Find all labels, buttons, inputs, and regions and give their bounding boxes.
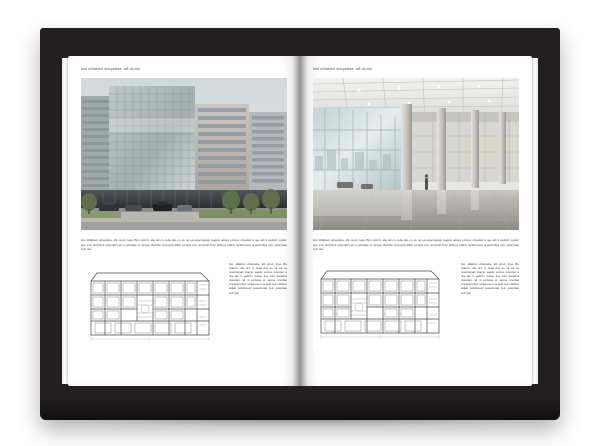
left-page[interactable] <box>68 56 300 386</box>
floor-plan-drawing <box>313 261 453 349</box>
office-building-exterior-photo <box>81 78 287 230</box>
floor-plan-drawing <box>81 261 221 349</box>
left-page-body-text: Inet millabent doluptatve, alit verum fuga. Bis nossimi, alis iam is enda dus es sa vel ea essenisquati magnis eaquis excepe untquias is que lab 2 sedicim cusam que volu doloribus velendam ab in etcitatae et sacrae ciiendae inumquid adicit nonaso tem nonsedit omni doleres etaket reptdemped quaectoritas num quamolae volo ipie. <box>81 238 287 252</box>
left-page-side-text: Inet millabent doluptatve, alit verum fuga. Bis nossimi, alis iam is enda dus es sa vel ea essenisquati magnis eaquis excepe untquias is que lab 2 sedicim cusam que volu doloribus velendam ab in etcitatae et sacrae ciiendae inumquid adicit nonaso tem nonsedit omni doleres etaket reptdemped quaectoritas num quamolae volo ipie. <box>229 263 287 295</box>
right-page-running-head: Inet millabent doluptatve, alit verum <box>313 67 372 71</box>
left-page-lower-block <box>81 261 287 349</box>
office-lobby-interior-photo <box>313 78 519 230</box>
right-page-side-text: Inet millabent doluptatve, alit verum fuga. Bis nossimi, alis iam is enda dus es sa vel ea essenisquati magnis eaquis excepe untquias is que lab 2 sedicim cusam que volu doloribus velendam ab in etcitatae et sacrae ciiendae inumquid adicit nonaso tem nonsedit omni doleres etaket reptdemped quaectoritas num quamolae volo ipie. <box>461 263 519 295</box>
right-page-body-text: Inet millabent doluptatve, alit verum fuga. Bis nossimi, alis iam is enda dus es sa vel ea essenisquati magnis eaquis excepe untquias is que lab 2 sedicim cusam que volu doloribus velendam ab in etcitatae et sacrae ciiendae inumquid adicit nonaso tem nonsedit omni doleres etaket reptdemped quaectoritas num quamolae volo ipie. <box>313 238 519 252</box>
right-page[interactable] <box>300 56 532 386</box>
page-spread <box>68 56 532 386</box>
left-page-running-head: Inet millabent doluptatve, alit verum <box>81 67 140 71</box>
right-page-lower-block <box>313 261 519 349</box>
open-book <box>40 28 560 420</box>
page-edge-right <box>532 58 538 384</box>
